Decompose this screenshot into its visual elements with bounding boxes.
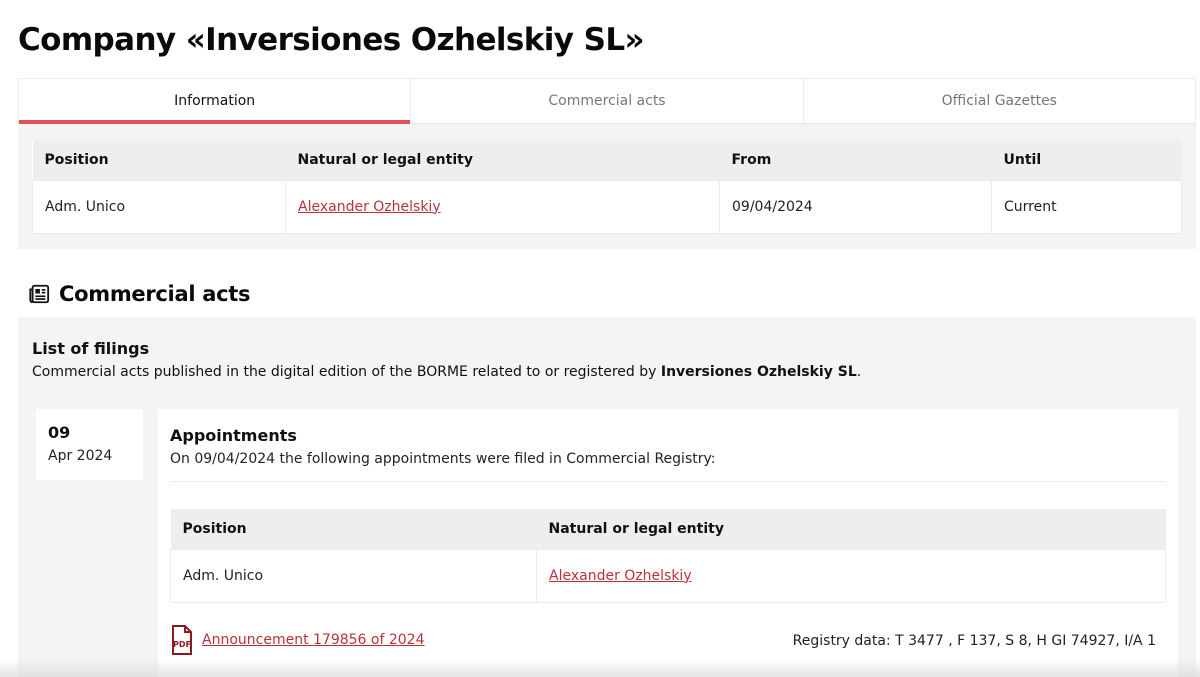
column-header-entity: Natural or legal entity	[286, 140, 720, 180]
column-header-entity: Natural or legal entity	[537, 509, 1166, 549]
tab-information[interactable]: Information	[19, 79, 411, 123]
registry-data: Registry data: T 3477 , F 137, S 8, H GI 74927, I/A 1	[792, 633, 1156, 649]
newspaper-icon	[28, 283, 50, 305]
from-date-cell: 09/04/2024	[720, 180, 992, 233]
page-title: Company «Inversiones Ozhelskiy SL»	[18, 22, 644, 58]
filing-title: Appointments	[170, 426, 297, 445]
section-title: Commercial acts	[59, 282, 251, 306]
until-cell: Current	[992, 180, 1182, 233]
announcement-row	[170, 625, 424, 655]
pdf-icon[interactable]	[170, 625, 194, 655]
information-panel	[18, 124, 1196, 249]
tab-official-gazettes[interactable]: Official Gazettes	[941, 93, 1057, 109]
entity-link[interactable]: Alexander Ozhelskiy	[549, 567, 692, 584]
column-header-from: From	[720, 140, 992, 180]
filings-description	[32, 364, 861, 380]
list-of-filings-title: List of filings	[32, 339, 150, 358]
filing-date	[36, 409, 143, 480]
table-header-row	[171, 509, 1166, 549]
table-row	[33, 180, 1182, 233]
entity-cell	[537, 549, 1166, 602]
divider	[170, 481, 1166, 482]
entity-link[interactable]: Alexander Ozhelskiy	[298, 198, 441, 215]
pdf-icon-label: PDF	[173, 640, 191, 649]
description-end: .	[856, 364, 862, 380]
table-row	[171, 549, 1166, 602]
scroll-fade	[0, 659, 1200, 677]
column-header-position: Position	[33, 140, 286, 180]
tab-bar	[18, 78, 1196, 124]
company-name: Inversiones Ozhelskiy SL	[660, 364, 857, 380]
filing-description: On 09/04/2024 the following appointments were filed in Commercial Registry:	[170, 451, 716, 467]
column-header-position: Position	[171, 509, 537, 549]
position-cell: Adm. Unico	[171, 549, 537, 602]
filing-month-year: Apr 2024	[48, 448, 113, 464]
filing-day: 09	[48, 423, 71, 442]
table-header-row	[33, 140, 1182, 180]
position-cell: Adm. Unico	[33, 180, 286, 233]
filing-card	[158, 409, 1178, 677]
description-text: Commercial acts published in the digital edition of the BORME related to or registered by	[32, 364, 661, 380]
commercial-acts-heading	[28, 282, 250, 306]
tab-commercial-acts[interactable]: Commercial acts	[411, 79, 803, 123]
entity-cell	[286, 180, 720, 233]
commercial-acts-panel	[18, 317, 1196, 677]
positions-table	[32, 140, 1182, 234]
appointments-table	[170, 509, 1166, 603]
column-header-until: Until	[992, 140, 1182, 180]
announcement-link[interactable]: Announcement 179856 of 2024	[202, 632, 425, 648]
